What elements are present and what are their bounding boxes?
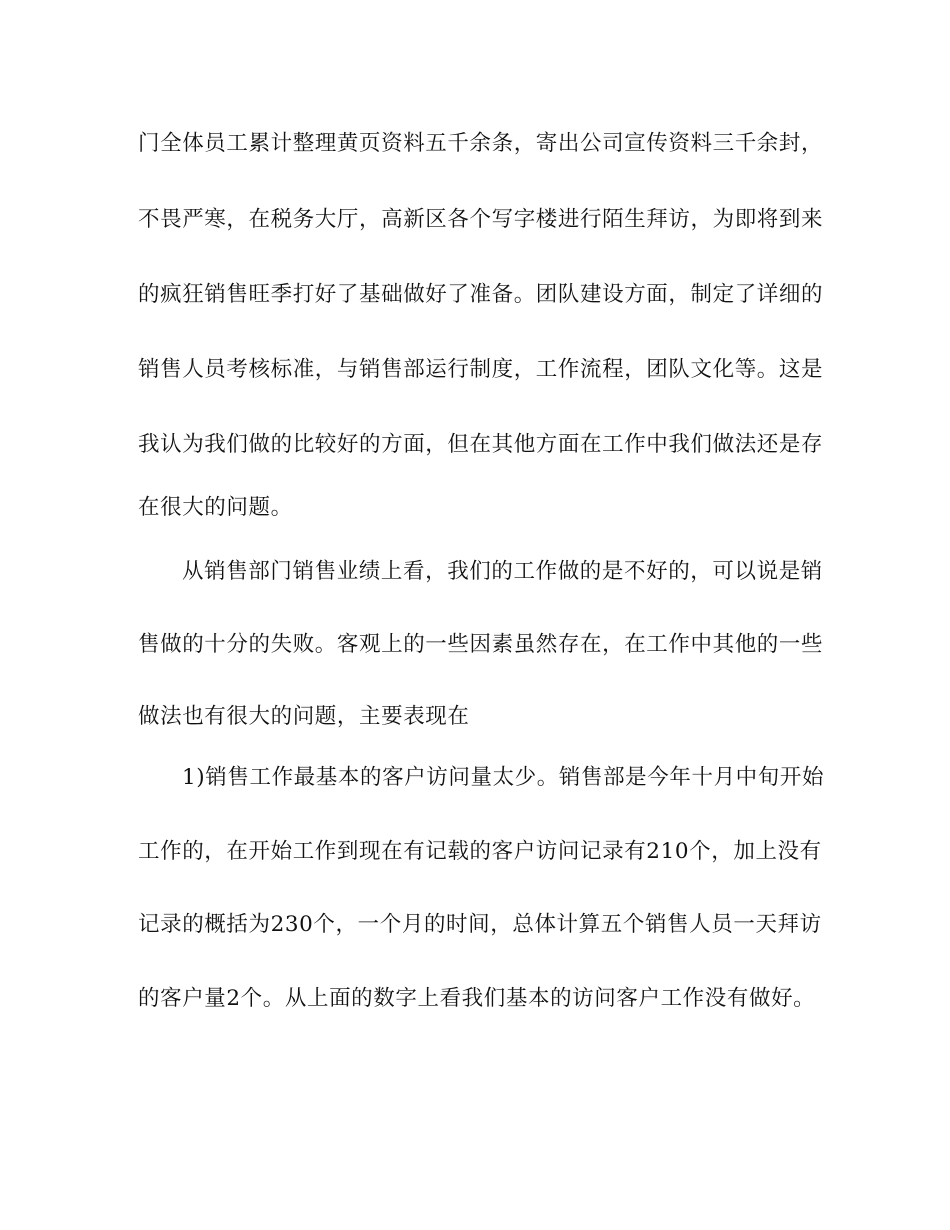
paragraph-line: 1)销售工作最基本的客户访问量太少。销售部是今年十月中旬开始: [182, 765, 825, 790]
paragraph-line: 门全体员工累计整理黄页资料五千余条，寄出公司宣传资料三千余封，: [138, 131, 824, 156]
paragraph-line: 的疯狂销售旺季打好了基础做好了准备。团队建设方面，制定了详细的: [138, 282, 824, 307]
paragraph-line: 记录的概括为230个，一个月的时间，总体计算五个销售人员一天拜访: [138, 912, 822, 937]
paragraph-line: 不畏严寒，在税务大厅，高新区各个写字楼进行陌生拜访，为即将到来: [138, 207, 824, 232]
paragraph-line: 的客户量2个。从上面的数字上看我们基本的访问客户工作没有做好。: [138, 986, 816, 1011]
paragraph-line: 我认为我们做的比较好的方面，但在其他方面在工作中我们做法还是存: [138, 432, 824, 457]
paragraph-line: 从销售部门销售业绩上看，我们的工作做的是不好的，可以说是销: [182, 559, 823, 584]
paragraph-line: 工作的，在开始工作到现在有记载的客户访问记录有210个，加上没有: [138, 839, 822, 864]
paragraph-line: 在很大的问题。: [138, 495, 293, 520]
paragraph-line: 销售人员考核标准，与销售部运行制度，工作流程，团队文化等。这是: [138, 357, 824, 382]
paragraph-line: 售做的十分的失败。客观上的一些因素虽然存在，在工作中其他的一些: [138, 632, 824, 657]
paragraph-line: 做法也有很大的问题，主要表现在: [138, 704, 470, 729]
